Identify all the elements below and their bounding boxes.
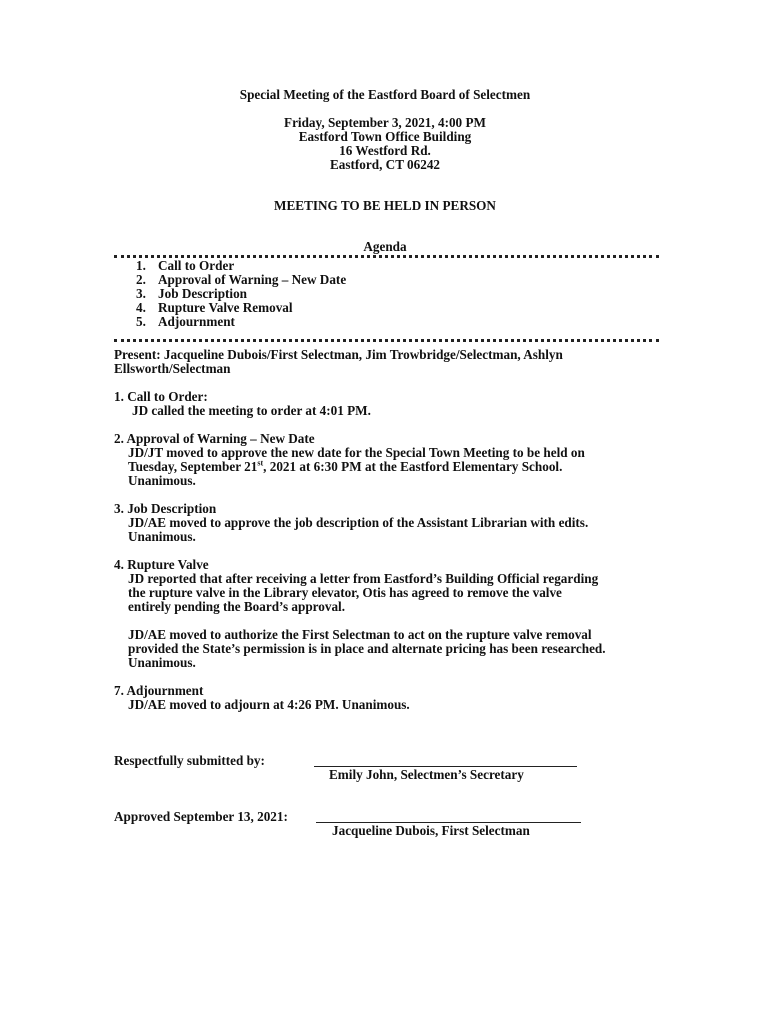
agenda-bottom-divider — [114, 339, 659, 342]
section-text — [128, 460, 562, 474]
approved-label: Approved September 13, 2021: — [114, 809, 288, 824]
submitted-by-label: Respectfully submitted by: — [114, 753, 265, 768]
section-heading-rupture-valve: 4. Rupture Valve — [114, 557, 209, 572]
agenda-item-number: 4. — [136, 300, 146, 315]
section-text: JD/AE moved to approve the job description of the Assistant Librarian with edits. — [128, 515, 589, 530]
section-text: provided the State’s permission is in place and alternate pricing has been researched. — [128, 641, 606, 656]
agenda-item — [136, 259, 234, 273]
section-heading-call-to-order: 1. Call to Order: — [114, 389, 208, 404]
section-text: Unanimous. — [128, 655, 196, 670]
agenda-item — [136, 287, 247, 301]
agenda-item-number: 2. — [136, 272, 146, 287]
submitted-by-name: Emily John, Selectmen’s Secretary — [329, 767, 524, 782]
section-text: JD/AE moved to adjourn at 4:26 PM. Unanimous. — [128, 697, 410, 712]
section-text: JD called the meeting to order at 4:01 PM. — [132, 403, 371, 418]
agenda-item-number: 5. — [136, 314, 146, 329]
meeting-datetime: Friday, September 3, 2021, 4:00 PM — [284, 115, 486, 130]
agenda-item-label: Approval of Warning – New Date — [158, 272, 347, 287]
date-text: Tuesday, September 21 — [128, 459, 258, 474]
meeting-notice: MEETING TO BE HELD IN PERSON — [274, 198, 496, 213]
section-text: Unanimous. — [128, 473, 196, 488]
present-line: Present: Jacqueline Dubois/First Selectman, Jim Trowbridge/Selectman, Ashlyn — [114, 347, 563, 362]
present-line: Ellsworth/Selectman — [114, 361, 231, 376]
agenda-item-label: Rupture Valve Removal — [158, 300, 293, 315]
section-text: Unanimous. — [128, 529, 196, 544]
section-text: JD reported that after receiving a letter from Eastford’s Building Official regarding — [128, 571, 599, 586]
agenda-item-number: 3. — [136, 286, 146, 301]
meeting-city: Eastford, CT 06242 — [329, 157, 441, 172]
section-heading-approval-of-warning: 2. Approval of Warning – New Date — [114, 431, 315, 446]
section-heading-adjournment: 7. Adjournment — [114, 683, 204, 698]
agenda-item-label: Call to Order — [158, 258, 235, 273]
section-text: the rupture valve in the Library elevator, Otis has agreed to remove the valve — [128, 585, 562, 600]
date-text-rest: , 2021 at 6:30 PM at the Eastford Elementary School. — [263, 459, 563, 474]
agenda-item-number: 1. — [136, 258, 146, 273]
meeting-street: 16 Westford Rd. — [339, 143, 431, 158]
ordinal-suffix: st — [257, 458, 264, 468]
agenda-item — [136, 301, 293, 315]
document-title: Special Meeting of the Eastford Board of Selectmen — [239, 87, 531, 102]
agenda-item — [136, 273, 346, 287]
approved-by-name: Jacqueline Dubois, First Selectman — [332, 823, 530, 838]
meeting-building: Eastford Town Office Building — [298, 129, 472, 144]
agenda-item — [136, 315, 235, 329]
section-heading-job-description: 3. Job Description — [114, 501, 217, 516]
section-text: JD/AE moved to authorize the First Selectman to act on the rupture valve removal — [128, 627, 592, 642]
agenda-item-label: Adjournment — [158, 314, 235, 329]
section-text: entirely pending the Board’s approval. — [128, 599, 346, 614]
agenda-item-label: Job Description — [158, 286, 248, 301]
section-text: JD/JT moved to approve the new date for the Special Town Meeting to be held on — [128, 445, 585, 460]
agenda-heading: Agenda — [363, 239, 407, 254]
